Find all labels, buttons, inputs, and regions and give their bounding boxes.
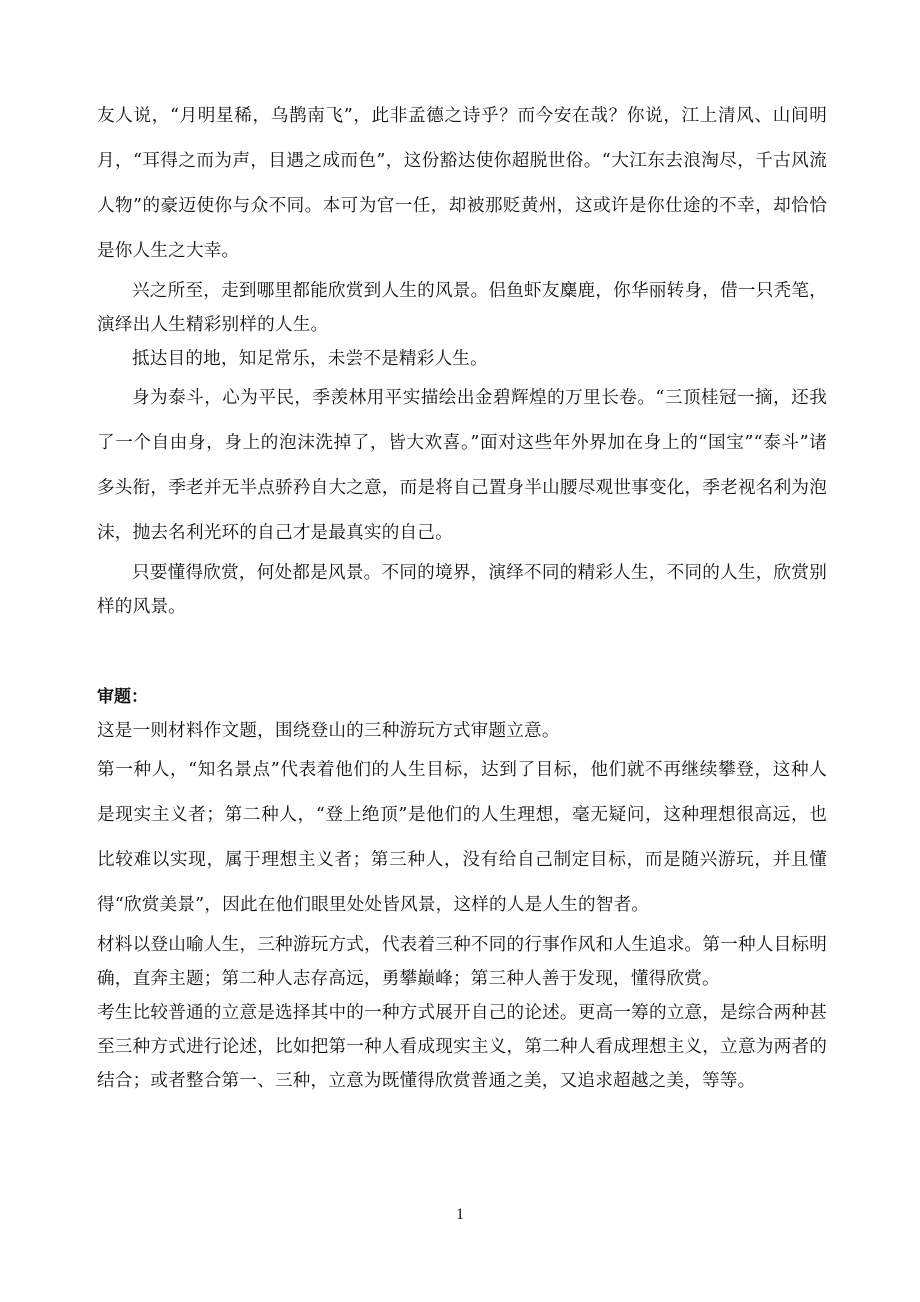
analysis-heading: 审题：: [97, 687, 148, 707]
essay-paragraph-2: 兴之所至，走到哪里都能欣赏到人生的风景。侣鱼虾友麋鹿，你华丽转身，借一只秃笔，演绎出人生精彩别样的人生。: [97, 281, 827, 335]
analysis-paragraph-1: 这是一则材料作文题，围绕登山的三种游玩方式审题立意。: [97, 721, 560, 741]
section-spacer: [97, 624, 827, 680]
page-number: 1: [456, 1206, 464, 1223]
essay-paragraph-4: 身为泰斗，心为平民，季羡林用平实描绘出金碧辉煌的万里长卷。“三顶桂冠一摘，还我了一个自由身，身上的泡沫洗掉了，皆大欢喜。”面对这些年外界加在身上的“国宝”“泰斗”诸多头衔，季老并无半点骄矜自大之意，而是将自己置身半山腰尽观世事变化，季老视名利为泡沫，抛去名利光环的自己才是最真实的自己。: [97, 388, 827, 543]
analysis-paragraph-2: 第一种人，“知名景点”代表着他们的人生目标，达到了目标，他们就不再继续攀登，这种人是现实主义者；第二种人，“登上绝顶”是他们的人生理想，毫无疑问，这种理想很高远，也比较难以实现，属于理想主义者；第三种人，没有给自己制定目标，而是随兴游玩，并且懂得“欣赏美景”，因此在他们眼里处处皆风景，这样的人是人生的智者。: [97, 760, 827, 915]
essay-paragraph-5: 只要懂得欣赏，何处都是风景。不同的境界，演绎不同的精彩人生，不同的人生，欣赏别样的风景。: [97, 563, 827, 617]
analysis-paragraph-4: 考生比较普通的立意是选择其中的一种方式展开自己的论述。更高一筹的立意，是综合两种甚至三种方式进行论述，比如把第一种人看成现实主义，第二种人看成理想主义，立意为两者的结合；或者整合第一、三种，立意为既懂得欣赏普通之美，又追求超越之美，等等。: [97, 1003, 827, 1091]
essay-paragraph-1: 友人说，“月明星稀，乌鹊南飞”，此非孟德之诗乎？而今安在哉？你说，江上清风、山间明月，“耳得之而为声，目遇之成而色”，这份豁达使你超脱世俗。“大江东去浪淘尽，千古风流人物”的豪迈使你与众不同。本可为官一任，却被那贬黄州，这或许是你仕途的不幸，却恰恰是你人生之大幸。: [97, 106, 827, 261]
analysis-paragraph-3: 材料以登山喻人生，三种游玩方式，代表着三种不同的行事作风和人生追求。第一种人目标明确，直奔主题；第二种人志存高远，勇攀巅峰；第三种人善于发现，懂得欣赏。: [97, 935, 827, 989]
essay-paragraph-3: 抵达目的地，知足常乐，未尝不是精彩人生。: [132, 349, 488, 369]
page-content: [97, 94, 827, 1098]
